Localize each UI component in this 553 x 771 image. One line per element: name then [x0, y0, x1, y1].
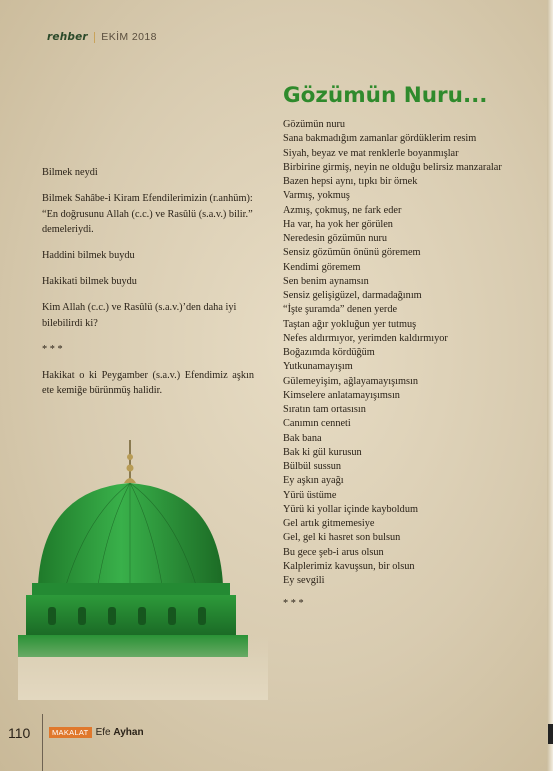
- poem-line: Boğazımda kördüğüm: [283, 347, 375, 358]
- green-dome-illustration: [18, 435, 268, 700]
- poem-line: Kalplerimiz kavuşsun, bir olsun: [283, 560, 415, 572]
- poem-line: Gözümün nuru: [283, 119, 346, 130]
- running-header: [47, 31, 157, 43]
- poem-line: Sensiz gelişigüzel, darmadağınım: [283, 290, 422, 301]
- poem-end-marker: * * *: [283, 598, 304, 610]
- poem-line: Ey aşkın ayağı: [283, 475, 344, 487]
- poem-line: Bazen hepsi aynı, tıpkı bir örnek: [283, 176, 418, 187]
- author-first-name: Efe: [95, 727, 111, 738]
- poem-line: Yürü üstüme: [283, 489, 337, 501]
- issue-date: EKİM 2018: [101, 31, 157, 43]
- paragraph: Bilmek neydi: [42, 167, 98, 178]
- poem-line: “İşte şuramda” denen yerde: [283, 304, 398, 316]
- poem-line: Bu gece şeb-i arus olsun: [283, 546, 384, 558]
- page-edge: [547, 0, 553, 771]
- poem-line: Sensiz gözümün önünü göremem: [283, 247, 421, 259]
- poem-line: Canımın cenneti: [283, 418, 351, 430]
- poem-line: Kendimi göremem: [283, 261, 361, 273]
- author-name: [96, 727, 144, 738]
- article-title: Gözümün Nuru...: [283, 83, 488, 108]
- page-number: 110: [8, 725, 31, 741]
- poem-line: Yürü ki yollar içinde kayboldum: [283, 503, 418, 515]
- author-last-name: Ayhan: [113, 727, 144, 738]
- section-divider: * * *: [42, 343, 63, 355]
- poem-line: Nefes aldırmıyor, yerimden kaldırmıyor: [283, 332, 448, 344]
- poem-line: Varmış, yokmuş: [283, 190, 350, 202]
- poem-line: Taştan ağır yokluğun yer tutmuş: [283, 318, 417, 330]
- paragraph: Hakikati bilmek buydu: [42, 276, 137, 287]
- poem-line: Neredesin gözümün nuru: [283, 233, 388, 244]
- paragraph: Kim Allah (c.c.) ve Rasûlü (s.a.v.)’den daha iyi bilebilirdi ki?: [42, 302, 237, 329]
- poem-line: Bak bana: [283, 432, 322, 444]
- poem-line: Ey sevgili: [283, 575, 325, 586]
- thumb-index-mark: [548, 724, 553, 744]
- poem-line: Yutkunamayışım: [283, 361, 353, 373]
- left-column-text: [42, 165, 254, 409]
- poem-line: Birbirine girmiş, neyin ne olduğu belirsiz manzaralar: [283, 161, 502, 173]
- poem-line: Bülbül sussun: [283, 461, 342, 472]
- header-separator: [94, 32, 96, 43]
- footer-byline: [49, 727, 144, 738]
- paragraph: Haddini bilmek buydu: [42, 250, 135, 261]
- poem-line: Azmış, çokmuş, ne fark eder: [283, 204, 402, 216]
- section-tag: MAKALAT: [49, 727, 92, 738]
- paragraph: Bilmek Sahâbe-i Kiram Efendilerimizin (r.anhüm): “En doğrusunu Allah (c.c.) ve Rasûlü (s.a.v.) bilir.” demeleriydi.: [42, 193, 253, 235]
- poem-line: Sıratın tam ortasısın: [283, 404, 366, 415]
- poem-line: Gel, gel ki hasret son bulsun: [283, 532, 401, 544]
- poem-line: Kimselere anlatamayışımsın: [283, 389, 400, 401]
- footer-divider: [42, 714, 43, 771]
- poem-line: Gülemeyişim, ağlayamayışımsın: [283, 375, 418, 387]
- poem-line: Bak ki gül kurusun: [283, 446, 362, 458]
- poem-line: Siyah, beyaz ve mat renklerle boyanmışlar: [283, 147, 459, 159]
- poem-line: Sana bakmadığım zamanlar gördüklerim resim: [283, 133, 477, 145]
- poem: [283, 118, 513, 612]
- paragraph: Hakikat o ki Peygamber (s.a.v.) Efendimiz aşkın ete kemiğe bürünmüş halidir.: [42, 369, 254, 396]
- poem-line: Sen benim aynamsın: [283, 275, 369, 287]
- poem-line: Gel artık gitmemesiye: [283, 518, 375, 529]
- magazine-logo: rehber: [47, 31, 88, 43]
- poem-line: Ha var, ha yok her görülen: [283, 218, 393, 230]
